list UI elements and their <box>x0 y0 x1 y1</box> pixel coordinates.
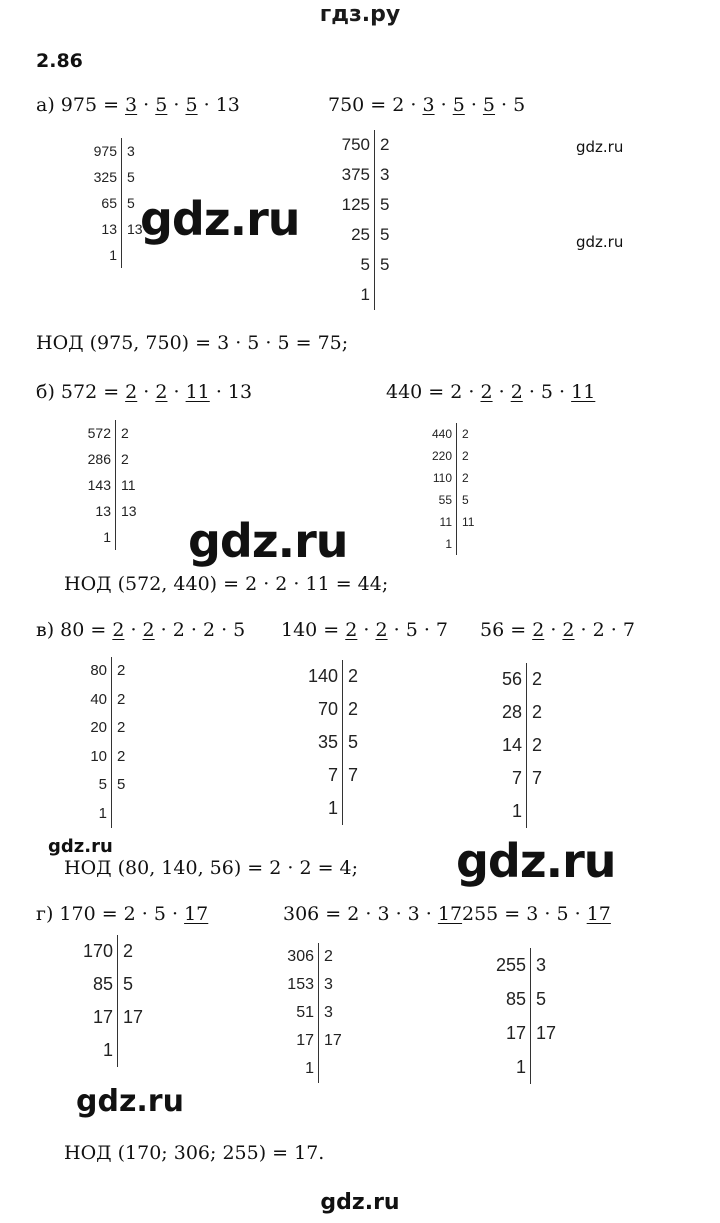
watermark-gdz: gdz.ru <box>76 1084 184 1119</box>
divisor: 2 <box>374 130 389 160</box>
underlined-factor: 2 <box>142 619 155 641</box>
dividend: 80 <box>90 662 107 679</box>
divisor: 2 <box>526 696 542 729</box>
divisor: 5 <box>374 220 389 250</box>
factor-row <box>37 657 125 686</box>
divisor: 2 <box>526 729 542 762</box>
divisor: 5 <box>374 250 389 280</box>
factor-row <box>336 130 389 160</box>
factor-row <box>37 524 137 550</box>
divisor: 2 <box>115 446 129 472</box>
dividend: 975 <box>93 143 117 159</box>
factor-row <box>278 660 358 693</box>
divisor: 13 <box>115 498 137 524</box>
dividend: 55 <box>438 493 452 507</box>
factor-row <box>240 1055 342 1083</box>
watermark-gdz: gdz.ru <box>576 138 624 156</box>
underlined-factor: 5 <box>482 94 496 116</box>
divisor: 5 <box>530 982 546 1016</box>
divisor: 3 <box>318 971 333 999</box>
underlined-factor: 2 <box>112 619 125 641</box>
dividend: 110 <box>432 471 452 485</box>
factor-row <box>398 445 474 467</box>
equation-v-80: в) 80 = 2 · 2 · 2 · 2 · 5 <box>36 619 246 641</box>
equation-a-975: а) 975 = 3 · 5 · 5 · 13 <box>36 94 240 116</box>
factor-row <box>37 498 137 524</box>
dividend: 325 <box>93 169 117 185</box>
dividend: 1 <box>327 798 338 818</box>
footer-watermark: gdz.ru <box>320 1190 400 1215</box>
dividend: 143 <box>87 477 111 493</box>
factor-table-170 <box>37 935 143 1067</box>
factor-row <box>37 242 143 268</box>
dividend: 440 <box>431 427 452 441</box>
divisor: 3 <box>318 999 333 1027</box>
divisor <box>456 533 462 555</box>
divisor: 2 <box>111 743 125 772</box>
dividend: 10 <box>90 747 107 765</box>
dividend: 85 <box>92 974 113 994</box>
factor-row <box>37 164 143 190</box>
factor-row <box>37 1001 143 1034</box>
factor-row <box>37 1034 143 1067</box>
divisor: 3 <box>530 948 546 982</box>
factor-row <box>37 968 143 1001</box>
underlined-factor: 2 <box>375 619 388 641</box>
watermark-gdz: gdz.ru <box>48 836 113 857</box>
divisor <box>342 792 348 825</box>
divisor: 5 <box>121 190 135 216</box>
divisor: 7 <box>342 759 358 792</box>
factor-row <box>474 663 542 696</box>
dividend: 5 <box>98 776 107 793</box>
factor-row <box>474 696 542 729</box>
dividend: 750 <box>341 135 370 154</box>
divisor: 2 <box>456 423 469 445</box>
factor-row <box>436 1016 556 1050</box>
gcd-result-v: НОД (80, 140, 56) = 2 · 2 = 4; <box>64 857 359 879</box>
factor-row <box>398 467 474 489</box>
dividend: 28 <box>501 702 522 722</box>
factor-row <box>336 250 389 280</box>
dividend: 20 <box>90 719 107 736</box>
factor-row <box>37 138 143 164</box>
factor-row <box>37 935 143 968</box>
factor-table-255 <box>436 948 556 1084</box>
factor-row <box>336 190 389 220</box>
divisor: 11 <box>115 472 136 498</box>
divisor: 5 <box>117 968 133 1001</box>
dividend: 40 <box>90 690 107 708</box>
factor-row <box>336 220 389 250</box>
dividend: 1 <box>305 1060 314 1077</box>
dividend: 286 <box>87 451 111 467</box>
factor-row <box>240 999 342 1027</box>
factor-row <box>37 714 125 743</box>
factor-row <box>336 160 389 190</box>
divisor: 2 <box>342 660 358 693</box>
dividend: 56 <box>501 669 522 689</box>
factor-row <box>436 1050 556 1084</box>
task-number: 2.86 <box>36 50 83 72</box>
divisor: 2 <box>526 663 542 696</box>
dividend: 255 <box>495 955 526 975</box>
factor-row <box>37 472 137 498</box>
dividend: 25 <box>351 225 370 244</box>
underlined-factor: 2 <box>125 381 138 403</box>
factor-row <box>240 943 342 971</box>
divisor <box>318 1055 324 1083</box>
dividend: 306 <box>287 948 314 965</box>
factor-row <box>37 771 125 800</box>
factor-row <box>278 693 358 726</box>
dividend: 1 <box>511 801 522 821</box>
divisor: 2 <box>318 943 333 971</box>
underlined-factor: 5 <box>185 94 198 116</box>
watermark-gdz: gdz.ru <box>576 233 624 251</box>
underlined-factor: 2 <box>155 381 168 403</box>
factor-row <box>37 686 125 715</box>
divisor <box>530 1050 536 1084</box>
factor-table-440 <box>398 423 474 555</box>
divisor: 17 <box>117 1001 143 1034</box>
site-title: гдз.ру <box>319 2 401 27</box>
underlined-factor: 2 <box>345 619 358 641</box>
dividend: 17 <box>296 1032 314 1049</box>
equation-g-255: 255 = 3 · 5 · 17 <box>462 903 611 925</box>
dividend: 375 <box>341 165 370 184</box>
dividend: 7 <box>327 765 338 785</box>
dividend: 14 <box>501 735 522 755</box>
factor-row <box>278 792 358 825</box>
underlined-factor: 2 <box>532 619 545 641</box>
dividend: 1 <box>445 537 452 551</box>
factor-row <box>37 446 137 472</box>
gcd-result-b: НОД (572, 440) = 2 · 2 · 11 = 44; <box>64 573 389 595</box>
factor-row <box>37 420 137 446</box>
equation-b-572: б) 572 = 2 · 2 · 11 · 13 <box>36 381 253 403</box>
factor-row <box>398 533 474 555</box>
underlined-factor: 2 <box>562 619 575 641</box>
dividend: 170 <box>82 941 113 961</box>
divisor: 2 <box>456 445 469 467</box>
dividend: 1 <box>98 804 107 822</box>
dividend: 11 <box>439 515 452 529</box>
dividend: 1 <box>103 529 111 545</box>
divisor: 7 <box>526 762 542 795</box>
divisor <box>121 242 127 268</box>
dividend: 13 <box>101 221 117 237</box>
watermark-gdz: gdz.ru <box>188 514 348 568</box>
equation-g-306: 306 = 2 · 3 · 3 · 17 <box>283 903 463 925</box>
divisor <box>115 524 121 550</box>
factor-row <box>240 971 342 999</box>
factor-row <box>37 190 143 216</box>
underlined-factor: 3 <box>125 94 138 116</box>
factor-row <box>240 1027 342 1055</box>
underlined-factor: 17 <box>586 903 611 925</box>
divisor: 2 <box>117 935 133 968</box>
dividend: 1 <box>109 247 117 263</box>
factor-row <box>398 489 474 511</box>
underlined-factor: 5 <box>452 94 465 116</box>
dividend: 13 <box>95 503 111 519</box>
divisor: 5 <box>121 164 135 190</box>
factor-table-56 <box>474 663 542 828</box>
factor-row <box>474 762 542 795</box>
divisor: 17 <box>530 1016 556 1050</box>
factor-table-80 <box>37 657 125 828</box>
dividend: 65 <box>101 195 117 211</box>
underlined-factor: 17 <box>437 903 463 925</box>
factor-table-140 <box>278 660 358 825</box>
factor-table-750 <box>336 130 389 310</box>
factor-row <box>436 982 556 1016</box>
divisor: 3 <box>121 138 135 164</box>
dividend: 51 <box>296 1004 314 1021</box>
dividend: 85 <box>505 989 526 1009</box>
divisor: 17 <box>318 1027 342 1055</box>
dividend: 140 <box>307 666 338 686</box>
dividend: 35 <box>317 732 338 752</box>
underlined-factor: 3 <box>422 94 435 116</box>
dividend: 1 <box>102 1040 113 1060</box>
dividend: 572 <box>87 425 111 441</box>
underlined-factor: 11 <box>185 381 210 403</box>
divisor <box>111 800 117 829</box>
gcd-result-g: НОД (170; 306; 255) = 17. <box>64 1142 325 1164</box>
divisor: 11 <box>456 511 474 533</box>
dividend: 7 <box>511 768 522 788</box>
divisor: 5 <box>374 190 389 220</box>
watermark-gdz: gdz.ru <box>456 834 616 888</box>
factor-row <box>278 759 358 792</box>
equation-v-56: 56 = 2 · 2 · 2 · 7 <box>480 619 635 641</box>
dividend: 5 <box>360 255 370 274</box>
gcd-result-a: НОД (975, 750) = 3 · 5 · 5 = 75; <box>36 332 349 354</box>
factor-row <box>436 948 556 982</box>
factor-table-306 <box>240 943 342 1083</box>
divisor: 2 <box>342 693 358 726</box>
underlined-factor: 5 <box>155 94 168 116</box>
divisor <box>117 1034 123 1067</box>
underlined-factor: 2 <box>480 381 493 403</box>
divisor <box>374 280 380 310</box>
factor-row <box>474 729 542 762</box>
factor-row <box>398 423 474 445</box>
dividend: 125 <box>341 195 370 214</box>
factor-row <box>336 280 389 310</box>
divisor: 3 <box>374 160 389 190</box>
factor-row <box>37 216 143 242</box>
divisor: 13 <box>121 216 143 242</box>
divisor: 2 <box>111 714 125 743</box>
factor-row <box>37 800 125 829</box>
underlined-factor: 11 <box>571 381 596 403</box>
factor-row <box>474 795 542 828</box>
factor-row <box>398 511 474 533</box>
divisor: 5 <box>342 726 358 759</box>
equation-a-750: 750 = 2 · 3 · 5 · 5 · 5 <box>328 94 526 116</box>
factor-row <box>37 743 125 772</box>
divisor: 2 <box>111 686 125 715</box>
watermark-gdz: gdz.ru <box>140 192 300 246</box>
factor-table-572 <box>37 420 137 550</box>
dividend: 17 <box>505 1023 526 1043</box>
underlined-factor: 17 <box>184 903 209 925</box>
divisor <box>526 795 532 828</box>
divisor: 2 <box>456 467 469 489</box>
divisor: 5 <box>111 771 125 800</box>
divisor: 2 <box>111 657 125 686</box>
dividend: 17 <box>92 1007 113 1027</box>
equation-b-440: 440 = 2 · 2 · 2 · 5 · 11 <box>386 381 596 403</box>
factor-row <box>278 726 358 759</box>
dividend: 70 <box>317 699 338 719</box>
divisor: 5 <box>456 489 469 511</box>
dividend: 1 <box>515 1057 526 1077</box>
underlined-factor: 2 <box>510 381 523 403</box>
dividend: 1 <box>360 285 370 304</box>
equation-g-170: г) 170 = 2 · 5 · 17 <box>36 903 209 925</box>
dividend: 220 <box>431 449 452 463</box>
divisor: 2 <box>115 420 129 446</box>
equation-v-140: 140 = 2 · 2 · 5 · 7 <box>281 619 448 641</box>
dividend: 153 <box>287 976 314 993</box>
factor-table-975 <box>37 138 143 268</box>
